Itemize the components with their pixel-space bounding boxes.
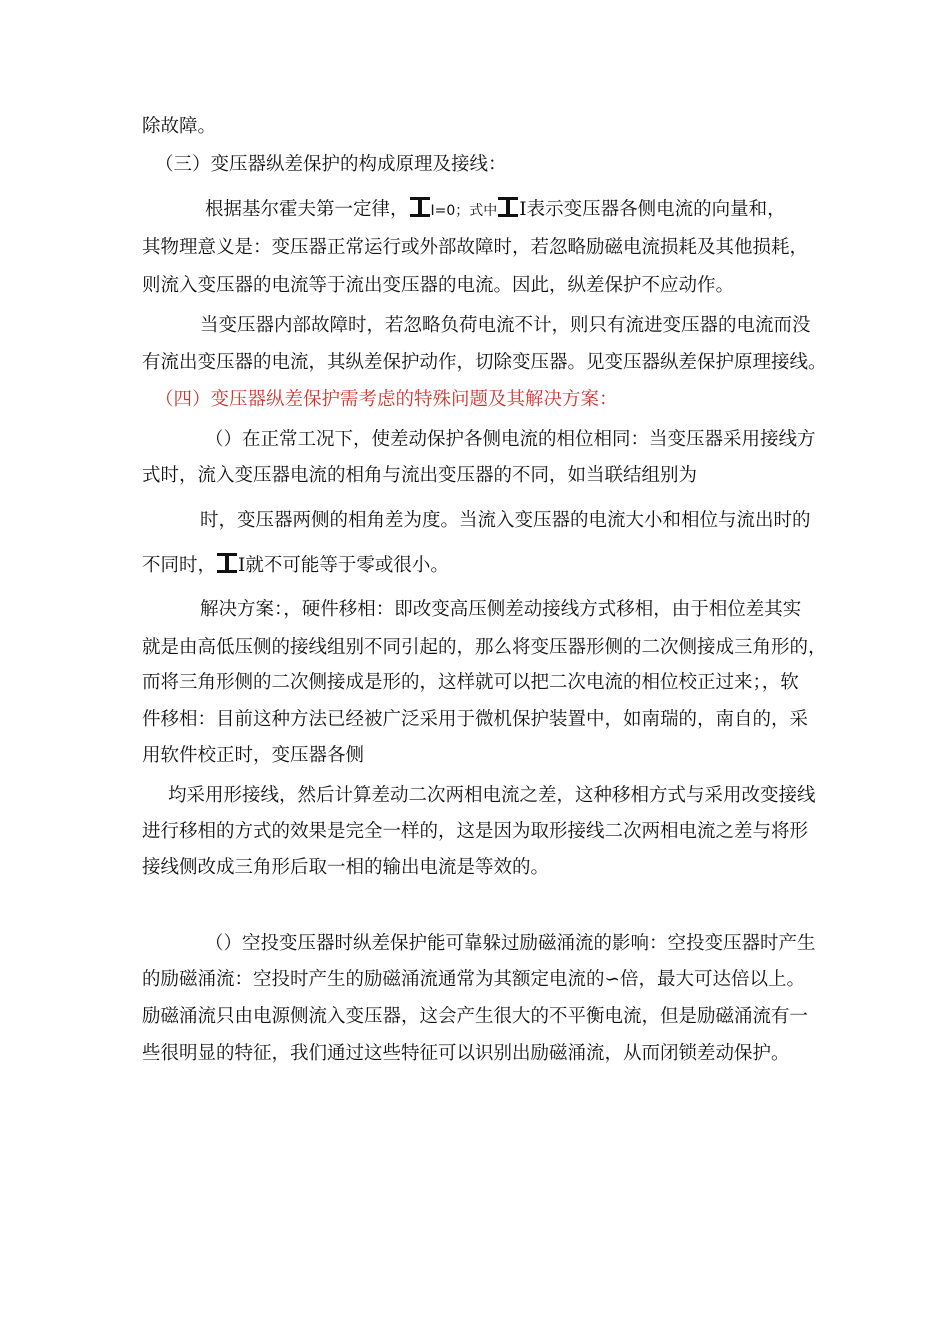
text-line: 解决方案：，硬件移相：即改变高压侧差动接线方式移相，由于相位差其实 — [200, 599, 802, 620]
text-line: 则流入变压器的电流等于流出变压器的电流。因此，纵差保护不应动作。 — [142, 275, 735, 296]
text-line: 其物理意义是：变压器正常运行或外部故障时，若忽略励磁电流损耗及其他损耗， — [142, 237, 809, 258]
text-line: 式时，流入变压器电流的相角与流出变压器的不同，如当联结组别为 — [142, 465, 698, 486]
text-line: 用软件校正时，变压器各侧 — [142, 745, 365, 766]
text-line: （）空投变压器时纵差保护能可靠躲过励磁涌流的影响：空投变压器时产生 — [205, 933, 816, 954]
text-line: 时，变压器两侧的相角差为度。当流入变压器的电流大小和相位与流出时的 — [200, 510, 811, 531]
sum-symbol-icon — [409, 196, 431, 218]
text-line: 有流出变压器的电流，其纵差保护动作，切除变压器。见变压器纵差保护原理接线。 — [142, 352, 827, 373]
section-heading-4: （四）变压器纵差保护需考虑的特殊问题及其解决方案： — [155, 389, 618, 410]
text-line-sum — [142, 552, 449, 578]
text-line-kirchhoff — [205, 196, 786, 223]
text-line: 进行移相的方式的效果是完全一样的，这是因为取形接线二次两相电流之差与将形 — [142, 821, 809, 842]
text-line: （）在正常工况下，使差动保护各侧电流的相位相同：当变压器采用接线方 — [205, 429, 816, 450]
text-fragment: I=0；式中 — [430, 203, 498, 219]
text-line: 件移相：目前这种方法已经被广泛采用于微机保护装置中，如南瑞的，南自的，采 — [142, 709, 809, 730]
text-line: 的励磁涌流：空投时产生的励磁涌流通常为其额定电流的∽倍，最大可达倍以上。 — [142, 969, 806, 990]
text-line: 就是由高低压侧的接线组别不同引起的，那么将变压器形侧的二次侧接成三角形的， — [142, 637, 827, 658]
text-fragment: 不同时， — [142, 555, 217, 576]
text-line: 而将三角形侧的二次侧接成是形的，这样就可以把二次电流的相位校正过来；，软 — [142, 672, 799, 693]
text-line: 均采用形接线，然后计算差动二次两相电流之差，这种移相方式与采用改变接线 — [168, 785, 816, 806]
text-fragment: I就不可能等于零或很小。 — [238, 555, 449, 576]
section-heading-3: （三）变压器纵差保护的构成原理及接线： — [155, 154, 507, 175]
text-fragment: I表示变压器各侧电流的向量和， — [519, 199, 786, 220]
text-line: 些很明显的特征，我们通过这些特征可以识别出励磁涌流，从而闭锁差动保护。 — [142, 1043, 790, 1064]
text-line: 当变压器内部故障时，若忽略负荷电流不计，则只有流进变压器的电流而没 — [200, 315, 811, 336]
text-line: 励磁涌流只由电源侧流入变压器，这会产生很大的不平衡电流，但是励磁涌流有一 — [142, 1006, 809, 1027]
text-line: 除故障。 — [142, 116, 217, 137]
sum-symbol-icon — [216, 552, 238, 574]
sum-symbol-icon — [497, 196, 519, 218]
text-line: 接线侧改成三角形后取一相的输出电流是等效的。 — [142, 857, 550, 878]
text-fragment: 根据基尔霍夫第一定律， — [205, 199, 409, 220]
